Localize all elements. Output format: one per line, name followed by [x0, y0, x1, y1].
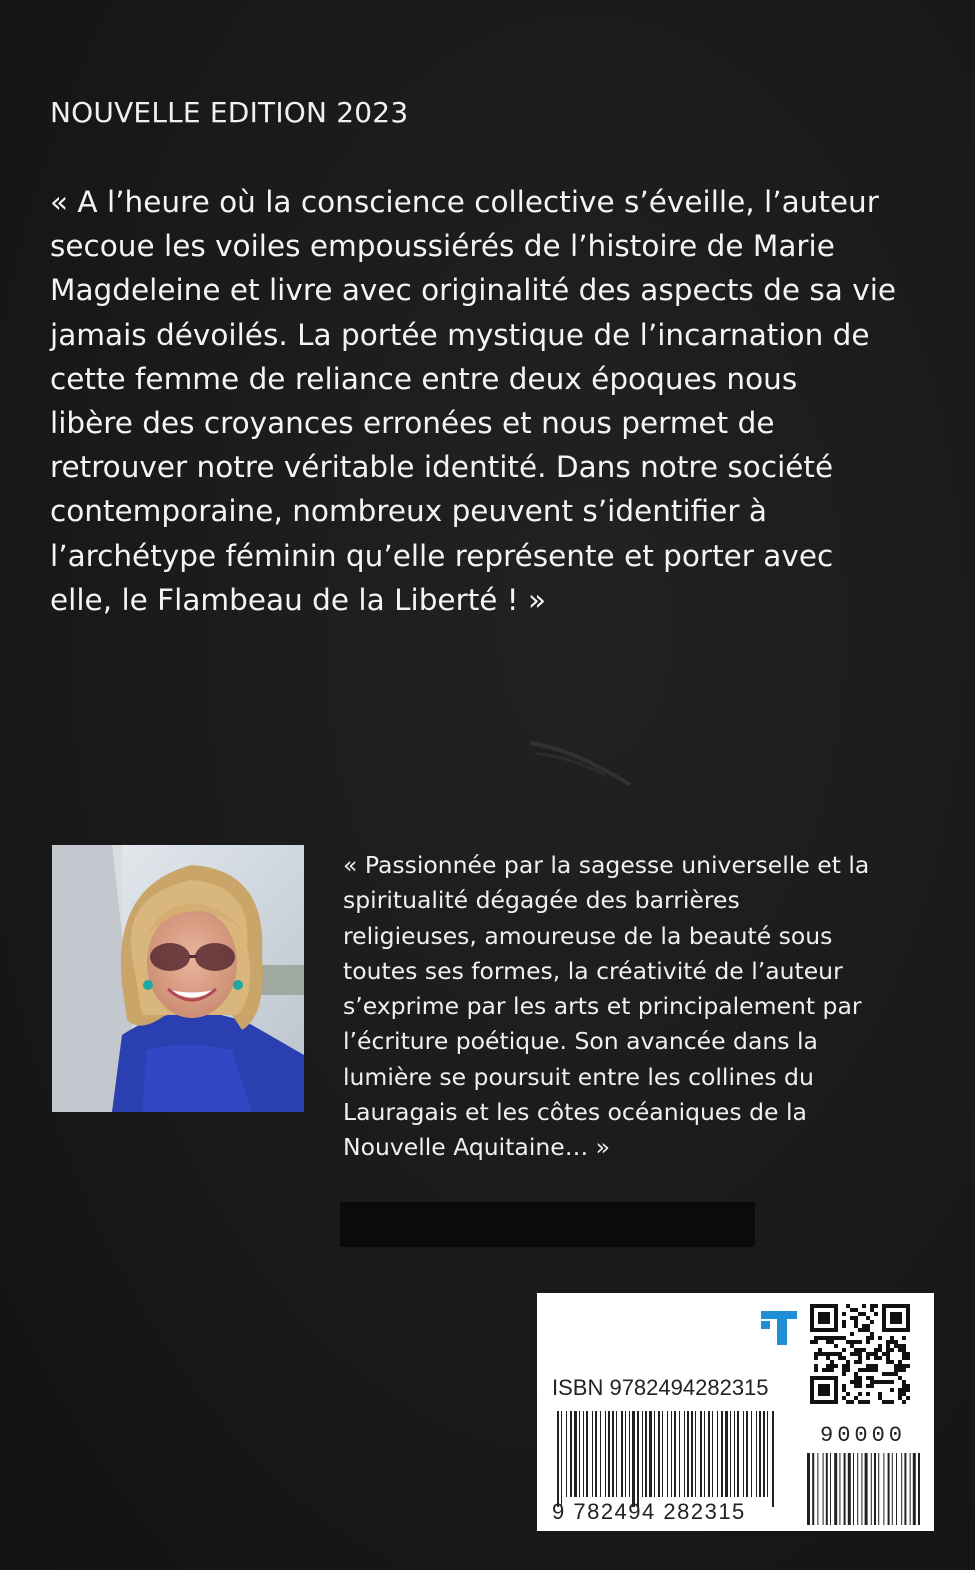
- author-bio: [343, 848, 923, 1166]
- bio-line: s’exprime par les arts et principalement par: [343, 992, 862, 1021]
- price-code: 90000: [820, 1423, 907, 1448]
- blurb-line: contemporaine, nombreux peuvent s’identifier à: [50, 494, 767, 529]
- barcode-bars: [537, 1293, 934, 1531]
- author-photo: [52, 845, 304, 1112]
- blurb-line: jamais dévoilés. La portée mystique de l’incarnation de: [50, 317, 870, 352]
- blurb-line: secoue les voiles empoussiérés de l’histoire de Marie: [50, 229, 835, 264]
- bio-line: spiritualité dégagée des barrières: [343, 886, 740, 915]
- bio-line: Nouvelle Aquitaine… »: [343, 1133, 611, 1162]
- bio-line: « Passionnée par la sagesse universelle et la: [343, 851, 870, 879]
- blurb-line: « A l’heure où la conscience collective s’éveille, l’auteur: [50, 185, 879, 219]
- bio-line: l’écriture poétique. Son avancée dans la: [343, 1027, 818, 1056]
- bio-line: religieuses, amoureuse de la beauté sous: [343, 921, 833, 950]
- blurb-line: cette femme de reliance entre deux époques nous: [50, 361, 798, 396]
- bio-line: toutes ses formes, la créativité de l’auteur: [343, 956, 843, 985]
- blurb-line: Magdeleine et livre avec originalité des aspects de sa vie: [50, 273, 897, 308]
- barcode-digits: 9 782494 282315: [552, 1499, 746, 1524]
- barcode-panel: [537, 1293, 934, 1531]
- bio-line: Lauragais et les côtes océaniques de la: [343, 1098, 807, 1127]
- book-blurb: [50, 180, 910, 622]
- surface-scratch: [525, 735, 635, 795]
- blurb-line: l’archétype féminin qu’elle représente et porter avec: [50, 538, 834, 573]
- blurb-line: retrouver notre véritable identité. Dans notre société: [50, 450, 834, 485]
- isbn-label: ISBN 9782494282315: [552, 1375, 769, 1400]
- bio-line: lumière se poursuit entre les collines du: [343, 1062, 814, 1091]
- blurb-line: elle, le Flambeau de la Liberté ! »: [50, 582, 547, 617]
- blurb-line: libère des croyances erronées et nous permet de: [50, 406, 775, 441]
- edition-label: NOUVELLE EDITION 2023: [50, 96, 409, 129]
- redaction-bar: [340, 1202, 755, 1247]
